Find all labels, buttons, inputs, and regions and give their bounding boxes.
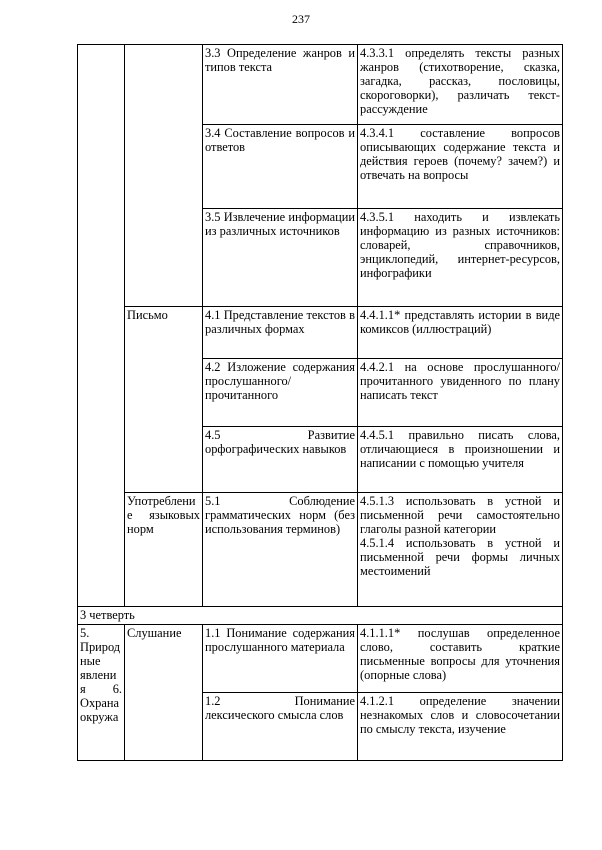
- quarter-header: 3 четверть: [78, 607, 563, 625]
- subskill-cell: 4.1 Представление текстов в различных формах: [203, 307, 358, 359]
- subskill-cell: 1.2 Понимание лексического смысла слов: [203, 693, 358, 761]
- skill-cell: [125, 45, 203, 307]
- subskill-cell: 4.5 Развитие орфографических навыков: [203, 427, 358, 493]
- learning-objective: 4.5.1.3 использовать в устной и письменной речи самостоятельно глаголы разной категории: [360, 494, 560, 536]
- subskill-cell: 3.5 Извлечение информации из различных источников: [203, 209, 358, 307]
- result-cell: [358, 45, 563, 125]
- result-cell: [358, 493, 563, 607]
- topic-cell: 5. Природные явления 6. Охрана окружа: [78, 625, 125, 761]
- skill-cell: Употребление языковых норм: [125, 493, 203, 607]
- learning-objective: 4.4.5.1 правильно писать слова, отличающиеся в произношении и написании с помощью учителя: [360, 428, 560, 470]
- result-cell: [358, 307, 563, 359]
- subskill-cell: 3.3 Определение жанров и типов текста: [203, 45, 358, 125]
- curriculum-table: [77, 44, 563, 761]
- table-row: [78, 45, 563, 125]
- table-row: [78, 607, 563, 625]
- result-cell: [358, 359, 563, 427]
- result-cell: [358, 693, 563, 761]
- learning-objective: 4.3.3.1 определять тексты разных жанров (стихотворение, сказка, загадка, рассказ, пословицы, скороговорки), различать текст-рассуждение: [360, 46, 560, 116]
- learning-objective: 4.3.5.1 находить и извлекать информацию из разных источников: словарей, справочников, энциклопедий, интернет-ресурсов, инфографики: [360, 210, 560, 280]
- result-cell: [358, 125, 563, 209]
- result-cell: [358, 209, 563, 307]
- skill-cell: Письмо: [125, 307, 203, 493]
- learning-objective: 4.4.1.1* представлять истории в виде комиксов (иллюстраций): [360, 308, 560, 336]
- learning-objective: 4.1.2.1 определение значении незнакомых слов и словосочетании по смыслу текста, изучение: [360, 694, 560, 736]
- learning-objective: 4.1.1.1* послушав определенное слово, составить краткие письменные вопросы для уточнения (опорные слова): [360, 626, 560, 682]
- topic-cell: [78, 45, 125, 607]
- result-cell: [358, 427, 563, 493]
- result-cell: [358, 625, 563, 693]
- subskill-cell: 1.1 Понимание содержания прослушанного материала: [203, 625, 358, 693]
- table-row: [78, 493, 563, 607]
- subskill-cell: 3.4 Составление вопросов и ответов: [203, 125, 358, 209]
- table-row: [78, 625, 563, 693]
- learning-objective: 4.5.1.4 использовать в устной и письменной речи формы личных местоимений: [360, 536, 560, 578]
- subskill-cell: 5.1 Соблюдение грамматических норм (без использования терминов): [203, 493, 358, 607]
- subskill-cell: 4.2 Изложение содержания прослушанного/прочитанного: [203, 359, 358, 427]
- learning-objective: 4.3.4.1 составление вопросов описывающих содержание текста и действия героев (почему? зачем?) и отвечать на вопросы: [360, 126, 560, 182]
- table-row: [78, 307, 563, 359]
- skill-cell: Слушание: [125, 625, 203, 761]
- learning-objective: 4.4.2.1 на основе прослушанного/ прочитанного увиденного по плану написать текст: [360, 360, 560, 402]
- page-number: 237: [292, 12, 310, 26]
